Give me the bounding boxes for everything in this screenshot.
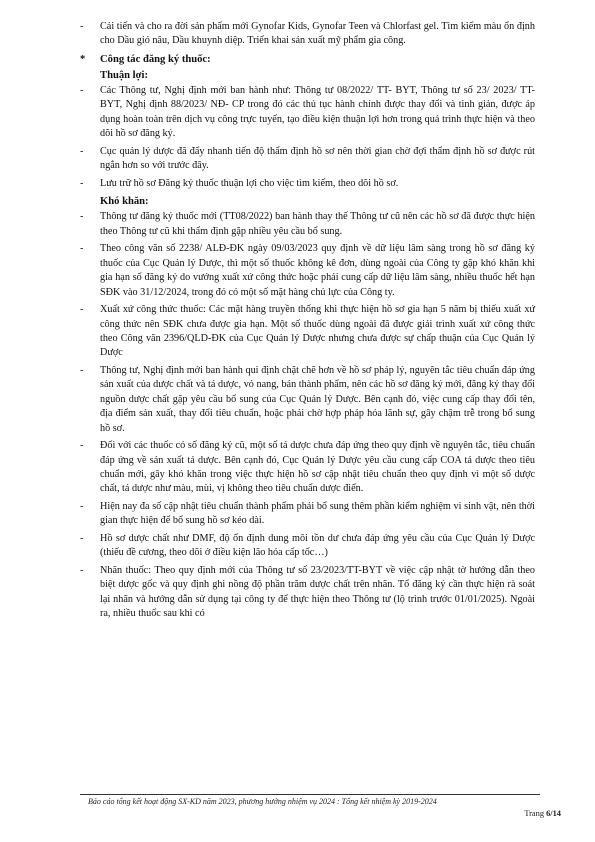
- intro-bullet: [0, 20, 595, 49]
- advantage-text: Lưu trữ hồ sơ Đăng ký thuốc thuận lợi cho việc tìm kiếm, theo dõi hồ sơ.: [100, 177, 399, 189]
- dash-marker: -: [80, 440, 84, 452]
- footer-divider: [80, 794, 540, 795]
- advantage-item: [0, 177, 595, 191]
- footer-caption: Báo cáo tổng kết hoạt động SX-KD năm 2023, phương hướng nhiệm vụ 2024 : Tổng kết nhiệm kỳ 2019-2024: [88, 797, 437, 806]
- difficulty-item: [0, 532, 595, 561]
- dash-marker: -: [80, 21, 84, 32]
- difficulty-text: Xuất xứ công thức thuốc: Các mặt hàng truyền thống khi thực hiện hồ sơ gia hạn 5 năm bị thiếu xuất xứ công thức nên SĐK chưa được gia hạn. Một số thuốc dùng ngoài đã được giải trình xuất xứ công thức theo Công văn 2396/QLD-ĐK của Cục Quản lý Dược nhưng chưa được sự chấp thuận của Cục Quản lý Dược: [100, 304, 535, 359]
- difficulty-item: [0, 439, 595, 497]
- difficulty-text: Thông tư, Nghị định mới ban hành qui định chặt chẽ hơn về hồ sơ pháp lý, nguyên tắc tiêu chuẩn đáp ứng sản xuất của dược chất và tá dược, vỏ nang, bán thành phẩm, nên các hồ sơ đăng ký mới, đăng ký thay đổi nguồn dược chất gặp yêu cầu bổ sung của Cục Quản lý Dược. Bên cạnh đó, việc cung cấp thay đổi tên, địa điểm sản xuất, thay đổi tiêu chuẩn, hoặc phải chờ hợp pháp hóa lãnh sự, gây chậm trễ trong bổ sung hồ sơ.: [100, 365, 535, 434]
- page-content: [0, 20, 595, 625]
- advantage-text: Các Thông tư, Nghị định mới ban hành như: Thông tư 08/2022/ TT- BYT, Thông tư số 23/ 2023/ TT- BYT, Nghị định 88/2023/ NĐ- CP trong đó các thủ tục hành chính được thay đổi và tinh giản, được áp dụng hoàn toàn trên dịch vụ công trực tuyến, tạo điều kiện thuận lợi hơn trong quá trình thực hiện và theo dõi hồ sơ đăng ký.: [100, 85, 535, 140]
- difficulty-item: [0, 242, 595, 300]
- difficulty-item: [0, 364, 595, 436]
- difficulties-title: Khó khăn:: [100, 196, 149, 208]
- dash-marker: -: [80, 177, 84, 189]
- star-marker: *: [80, 54, 86, 65]
- dash-marker: -: [80, 243, 84, 255]
- page-number-value: 6/14: [546, 809, 561, 818]
- dash-marker: -: [80, 565, 84, 577]
- dash-marker: -: [80, 211, 84, 223]
- advantages-heading: [0, 68, 595, 83]
- difficulty-text: Hồ sơ dược chất như DMF, độ ổn định dung môi tồn dư chưa đáp ứng yêu cầu của Cục Quản lý Dược (thiếu đề cương, theo dõi ở điều kiện lão hóa cấp tốc…): [100, 533, 535, 559]
- section-title: Công tác đăng ký thuốc:: [100, 54, 211, 65]
- advantage-item: [0, 145, 595, 174]
- section-heading: [0, 52, 595, 67]
- difficulty-text: Đối với các thuốc có số đăng ký cũ, một số tá dược chưa đáp ứng theo quy định về nguyên tắc, tiêu chuẩn đáp ứng về sản xuất tá dược. Bên cạnh đó, Cục Quản lý Dược yêu cầu cung cấp COA tá dược theo tiêu chuẩn mới, gây khó khăn trong việc thực hiện hồ sơ cập nhật tiêu chuẩn theo quy định vì một số dược chất, tá dược như màu, mùi, vị không theo tiêu chuẩn dược điển.: [100, 440, 535, 495]
- dash-marker: -: [80, 304, 84, 316]
- page-label: Trang: [524, 809, 545, 818]
- difficulty-text: Nhãn thuốc: Theo quy định mới của Thông tư số 23/2023/TT-BYT về việc cập nhật tờ hướng dẫn theo biệt dược gốc và quy định ghi nồng độ phần trăm dược chất trên nhãn. Tổ đăng ký cần thực hiện rà soát lại nhãn và hướng dẫn sử dụng tại công ty để thực hiện theo Thông tư (lộ trình trước 01/01/2025). Ngoài ra, nhiều thuốc sau khi có: [100, 565, 535, 620]
- difficulty-item: [0, 210, 595, 239]
- difficulty-text: Theo công văn số 2238/ ALĐ-ĐK ngày 09/03/2023 quy định về dữ liệu lâm sàng trong hồ sơ đăng ký thuốc của Cục Quản lý Dược, thì một số thuốc không kê đơn, dùng ngoài của Công ty gặp khó khăn khi gia hạn số đăng ký do vướng xuất xứ công thức hoặc phải cung cấp dữ liệu lâm sàng, nhiều thuốc hết hạn SĐK vào 31/12/2024, trong đó có một số mặt hàng chủ lực của Công ty.: [100, 243, 535, 298]
- advantage-text: Cục quản lý dược đã đẩy nhanh tiến độ thẩm định hồ sơ nên thời gian chờ đợi thẩm định hồ sơ được rút ngắn hơn so với trước đây.: [100, 145, 535, 172]
- difficulty-item: [0, 564, 595, 622]
- page-number: [524, 809, 561, 818]
- difficulty-item: [0, 303, 595, 361]
- dash-marker: -: [80, 85, 84, 96]
- dash-marker: -: [80, 145, 84, 157]
- dash-marker: -: [80, 365, 84, 377]
- intro-bullet-text: Cải tiến và cho ra đời sản phẩm mới Gynofar Kids, Gynofar Teen và Chlorfast gel. Tìm kiếm màu ổn định cho Dầu gió nâu, Dầu khuynh diệp. Triển khai sản xuất mỹ phẩm gia công.: [100, 21, 535, 47]
- difficulty-item: [0, 500, 595, 529]
- difficulties-heading: [0, 194, 595, 209]
- dash-marker: -: [80, 501, 84, 513]
- dash-marker: -: [80, 533, 84, 545]
- advantages-title: Thuận lợi:: [100, 70, 148, 81]
- difficulty-text: Thông tư đăng ký thuốc mới (TT08/2022) ban hành thay thế Thông tư cũ nên các hồ sơ đã được thực hiện theo Thông tư cũ khi thẩm định gặp nhiều yêu cầu bổ sung.: [100, 211, 535, 237]
- difficulty-text: Hiện nay đa số cập nhật tiêu chuẩn thành phẩm phải bổ sung thêm phần kiểm nghiệm vi sinh vật, nên thời gian thực hiện để bổ sung hồ sơ kéo dài.: [100, 501, 535, 527]
- advantage-item: [0, 84, 595, 142]
